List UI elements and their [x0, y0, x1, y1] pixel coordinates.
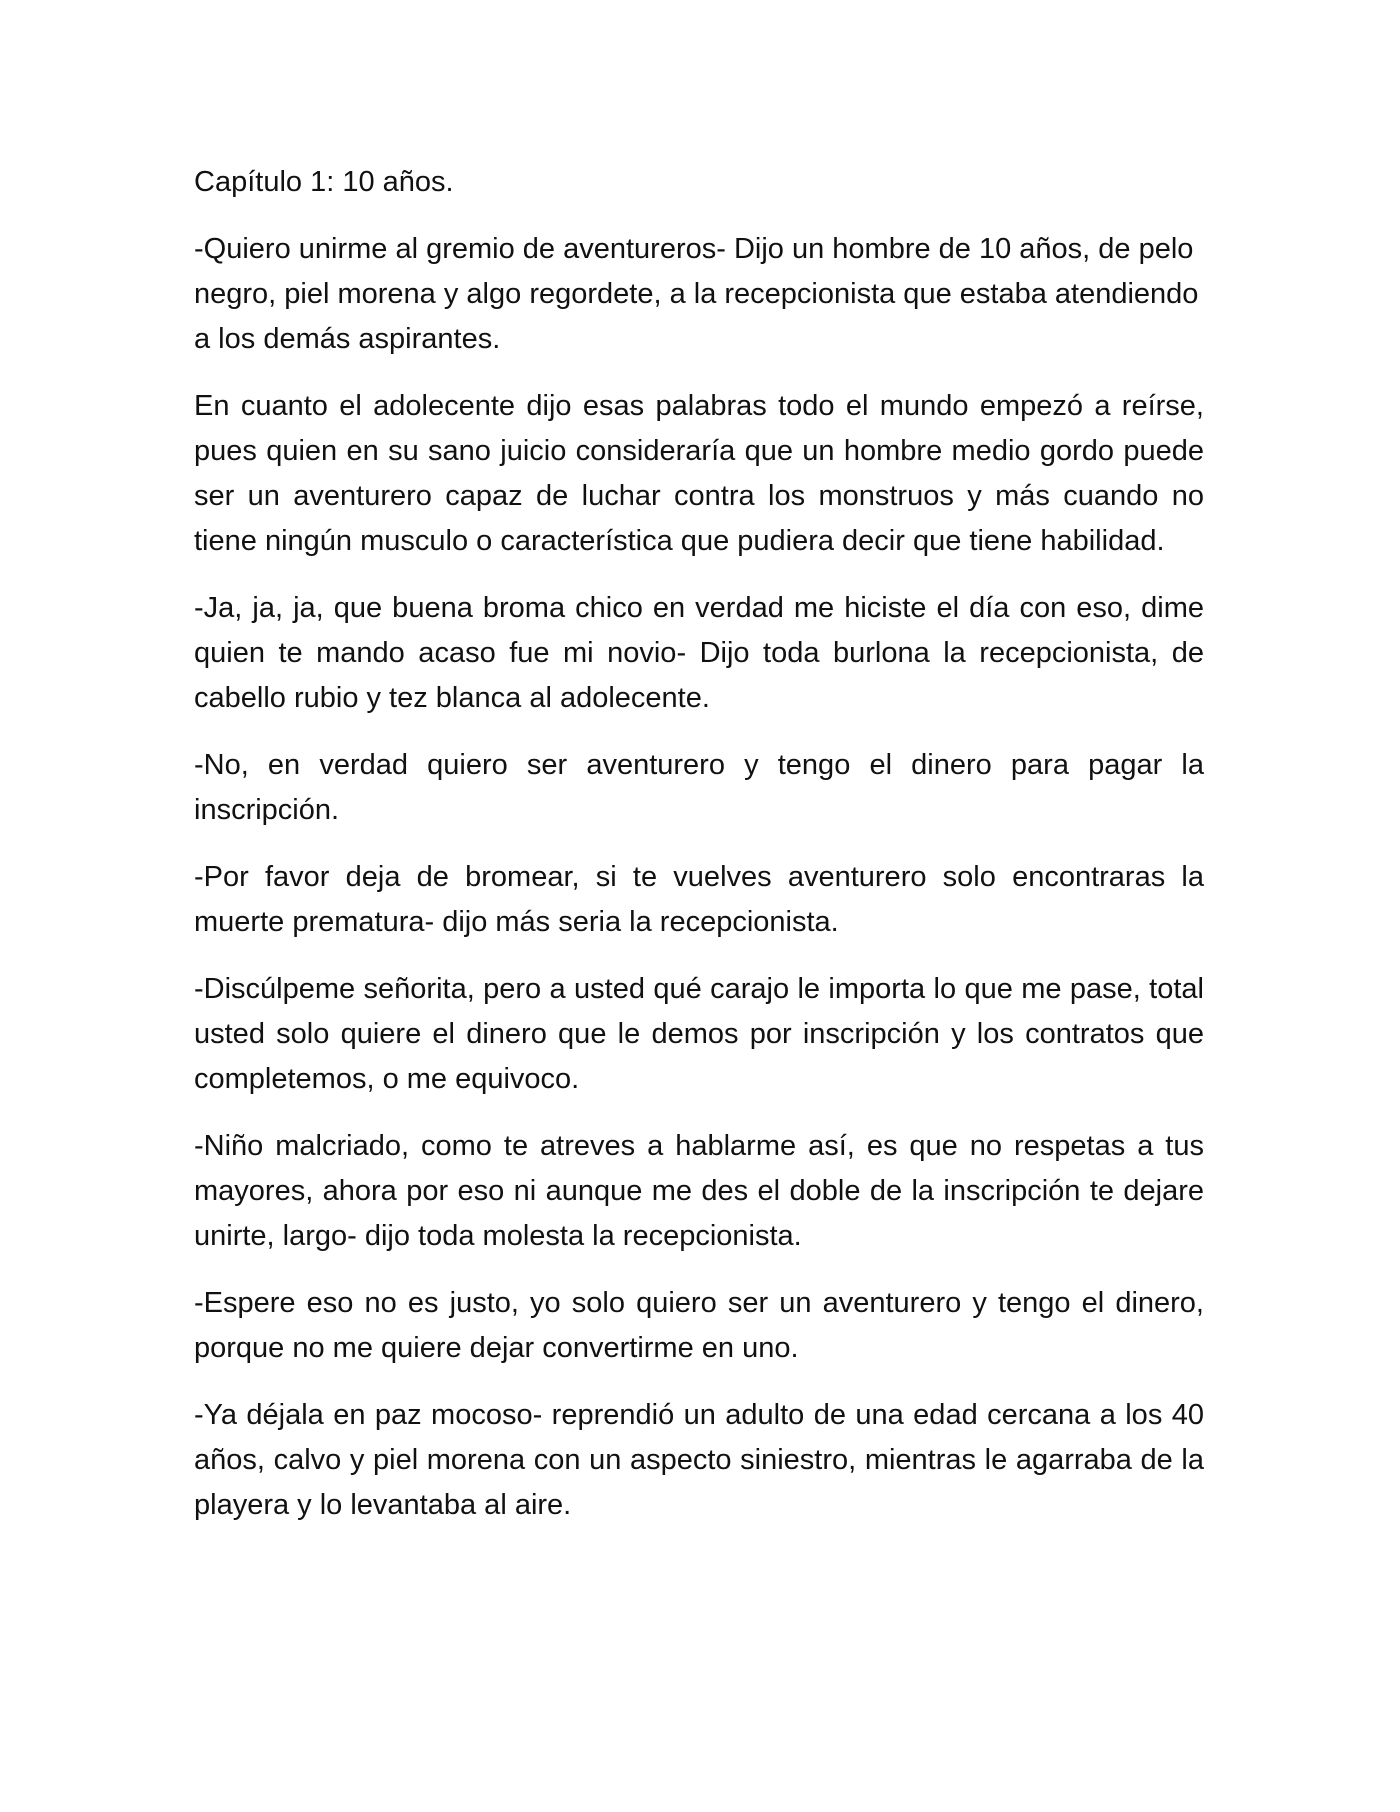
paragraph-2: En cuanto el adolecente dijo esas palabras todo el mundo empezó a reírse, pues quien en su sano juicio consideraría que un hombre medio gordo puede ser un aventurero capaz de luchar contra los monstruos y más cuando no tiene ningún musculo o característica que pudiera decir que tiene habilidad. — [194, 390, 1204, 557]
paragraph-5: -Por favor deja de bromear, si te vuelves aventurero solo encontraras la muerte prematura- dijo más seria la recepcionista. — [194, 861, 1204, 938]
paragraph-6: -Discúlpeme señorita, pero a usted qué carajo le importa lo que me pase, total usted solo quiere el dinero que le demos por inscripción y los contratos que completemos, o me equivoco. — [194, 973, 1204, 1095]
document-page — [194, 160, 1204, 1550]
paragraph-8: -Espere eso no es justo, yo solo quiero ser un aventurero y tengo el dinero, porque no me quiere dejar convertirme en uno. — [194, 1287, 1204, 1364]
paragraph-3: -Ja, ja, ja, que buena broma chico en verdad me hiciste el día con eso, dime quien te mando acaso fue mi novio- Dijo toda burlona la recepcionista, de cabello rubio y tez blanca al adolecente. — [194, 592, 1204, 714]
paragraph-1: -Quiero unirme al gremio de aventureros- Dijo un hombre de 10 años, de pelo negro, piel morena y algo regordete, a la recepcionista que estaba atendiendo a los demás aspirantes. — [194, 233, 1199, 355]
chapter-title: Capítulo 1: 10 años. — [194, 166, 454, 198]
paragraph-9: -Ya déjala en paz mocoso- reprendió un adulto de una edad cercana a los 40 años, calvo y piel morena con un aspecto siniestro, mientras le agarraba de la playera y lo levantaba al aire. — [194, 1399, 1204, 1521]
paragraph-7: -Niño malcriado, como te atreves a hablarme así, es que no respetas a tus mayores, ahora por eso ni aunque me des el doble de la inscripción te dejare unirte, largo- dijo toda molesta la recepcionista. — [194, 1130, 1204, 1252]
paragraph-4: -No, en verdad quiero ser aventurero y tengo el dinero para pagar la inscripción. — [194, 749, 1204, 826]
